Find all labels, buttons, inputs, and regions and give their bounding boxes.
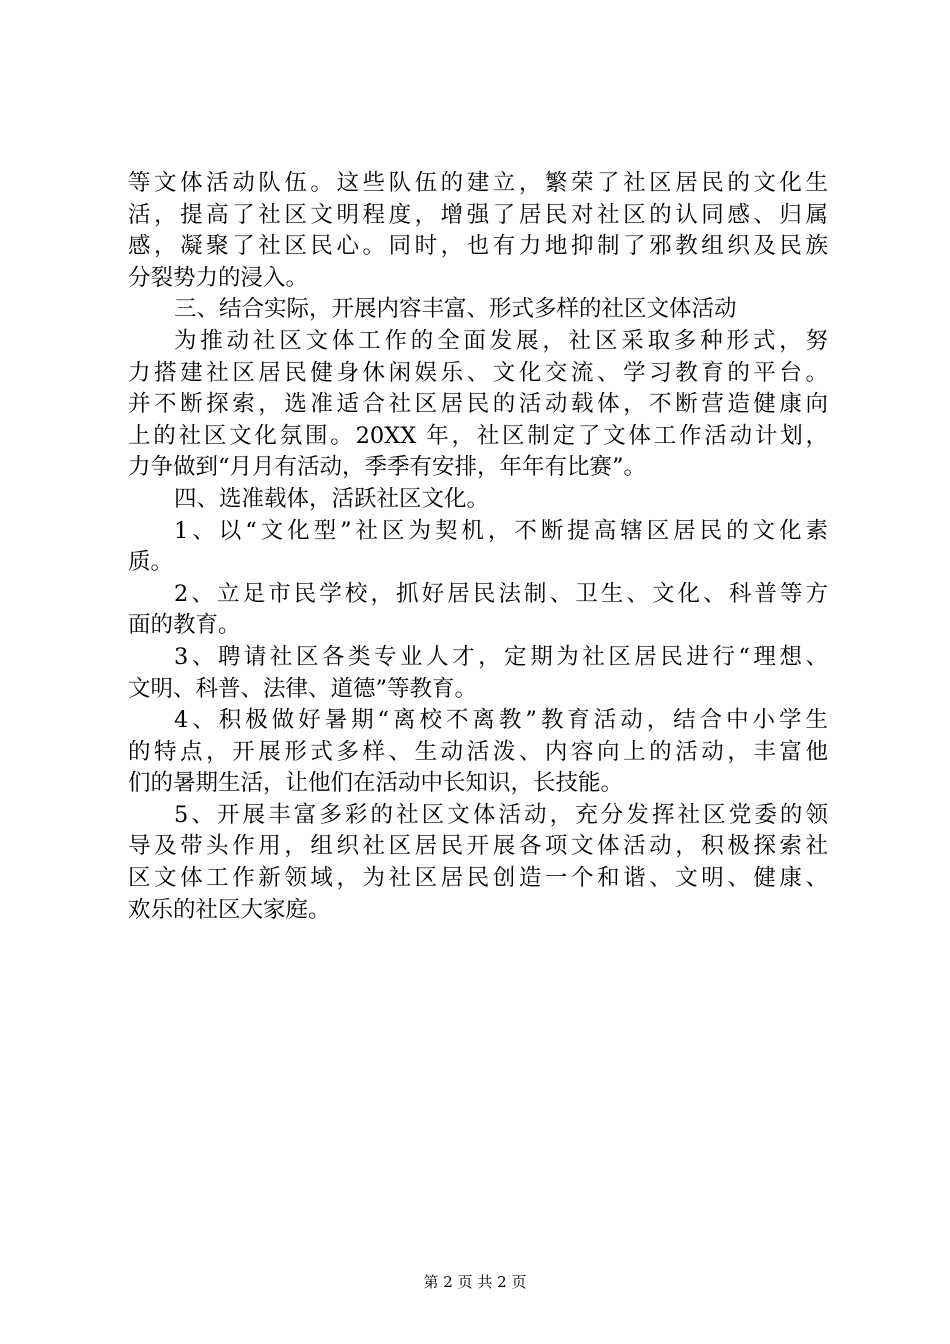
- text-line: 感，凝聚了社区民心。同时，也有力地抑制了邪教组织及民族: [128, 233, 828, 260]
- text-line: 欢乐的社区大家庭。: [128, 896, 331, 923]
- list-item-1: 1、以“文化型”社区为契机，不断提高辖区居民的文化素: [174, 517, 828, 544]
- text-line: 的特点，开展形式多样、生动活泼、内容向上的活动，丰富他: [128, 738, 828, 765]
- text-line: 力争做到“月月有活动，季季有安排，年年有比赛”。: [128, 454, 647, 481]
- text-line: 分裂势力的浸入。: [128, 264, 309, 291]
- text-line: 面的教育。: [128, 612, 241, 639]
- section-heading-4: 四、选准载体，活跃社区文化。: [174, 485, 490, 512]
- text-line: 等文体活动队伍。这些队伍的建立，繁荣了社区居民的文化生: [128, 170, 828, 196]
- text-line: 文明、科普、法律、道德”等教育。: [128, 675, 478, 702]
- list-item-3: 3、聘请社区各类专业人才，定期为社区居民进行“理想、: [174, 643, 828, 670]
- text-line: 力搭建社区居民健身休闲娱乐、文化交流、学习教育的平台。: [128, 359, 828, 386]
- document-body: [128, 168, 828, 926]
- text-line: 导及带头作用，组织社区居民开展各项文体活动，积极探索社: [128, 833, 828, 860]
- list-item-5: 5、开展丰富多彩的社区文体活动，充分发挥社区党委的领: [174, 801, 828, 828]
- text-line: 为推动社区文体工作的全面发展，社区采取多种形式，努: [174, 327, 828, 354]
- text-line: 活，提高了社区文明程度，增强了居民对社区的认同感、归属: [128, 201, 828, 228]
- text-line: 上的社区文化氛围。20XX 年，社区制定了文体工作活动计划，: [128, 422, 828, 449]
- page-number-footer: 第 2 页 共 2 页: [423, 1273, 527, 1291]
- section-heading-3: 三、结合实际，开展内容丰富、形式多样的社区文体活动: [174, 296, 737, 323]
- list-item-2: 2、立足市民学校，抓好居民法制、卫生、文化、科普等方: [174, 580, 828, 607]
- text-line: 质。: [128, 549, 174, 576]
- text-line: 区文体工作新领域，为社区居民创造一个和谐、文明、健康、: [128, 865, 828, 892]
- text-line: 并不断探索，选准适合社区居民的活动载体，不断营造健康向: [128, 391, 828, 418]
- text-line: 们的暑期生活，让他们在活动中长知识，长技能。: [128, 770, 624, 797]
- list-item-4: 4、积极做好暑期“离校不离教”教育活动，结合中小学生: [174, 707, 828, 734]
